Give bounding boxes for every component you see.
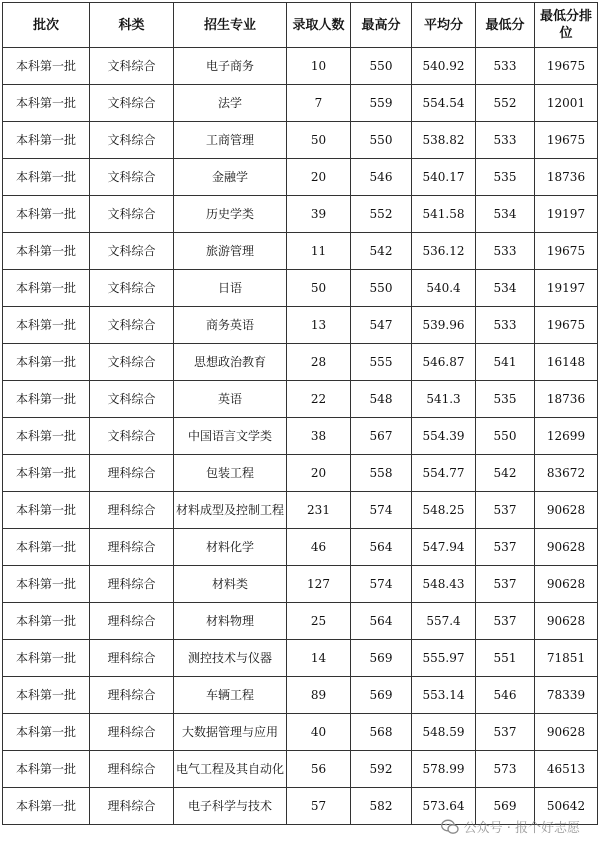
cell-batch: 本科第一批 bbox=[3, 196, 90, 233]
cell-admitted-count: 40 bbox=[287, 714, 351, 751]
cell-avg-score: 539.96 bbox=[412, 307, 476, 344]
cell-admitted-count: 57 bbox=[287, 788, 351, 825]
cell-admitted-count: 50 bbox=[287, 122, 351, 159]
cell-min-score: 533 bbox=[476, 48, 535, 85]
cell-major: 英语 bbox=[174, 381, 287, 418]
table-row bbox=[3, 529, 598, 566]
table-row bbox=[3, 714, 598, 751]
table-row bbox=[3, 85, 598, 122]
cell-category: 文科综合 bbox=[90, 344, 174, 381]
table-row bbox=[3, 381, 598, 418]
cell-major: 车辆工程 bbox=[174, 677, 287, 714]
cell-major: 电气工程及其自动化 bbox=[174, 751, 287, 788]
cell-batch: 本科第一批 bbox=[3, 566, 90, 603]
cell-min-rank: 90628 bbox=[535, 566, 598, 603]
cell-min-score: 537 bbox=[476, 603, 535, 640]
cell-major: 材料成型及控制工程 bbox=[174, 492, 287, 529]
cell-min-rank: 78339 bbox=[535, 677, 598, 714]
table-row bbox=[3, 159, 598, 196]
cell-avg-score: 554.54 bbox=[412, 85, 476, 122]
cell-min-rank: 71851 bbox=[535, 640, 598, 677]
cell-min-score: 537 bbox=[476, 529, 535, 566]
cell-category: 理科综合 bbox=[90, 603, 174, 640]
cell-major: 材料化学 bbox=[174, 529, 287, 566]
cell-admitted-count: 39 bbox=[287, 196, 351, 233]
cell-min-score: 541 bbox=[476, 344, 535, 381]
cell-major: 材料物理 bbox=[174, 603, 287, 640]
cell-batch: 本科第一批 bbox=[3, 122, 90, 159]
cell-avg-score: 548.59 bbox=[412, 714, 476, 751]
table-row bbox=[3, 492, 598, 529]
table-row bbox=[3, 455, 598, 492]
table-row bbox=[3, 307, 598, 344]
cell-batch: 本科第一批 bbox=[3, 492, 90, 529]
cell-category: 文科综合 bbox=[90, 85, 174, 122]
header-row bbox=[3, 3, 598, 48]
cell-category: 文科综合 bbox=[90, 48, 174, 85]
header-admitted-count: 录取人数 bbox=[287, 3, 351, 48]
table-row bbox=[3, 270, 598, 307]
cell-major: 电子科学与技术 bbox=[174, 788, 287, 825]
cell-min-rank: 12699 bbox=[535, 418, 598, 455]
header-category: 科类 bbox=[90, 3, 174, 48]
cell-min-rank: 18736 bbox=[535, 159, 598, 196]
table-row bbox=[3, 640, 598, 677]
cell-batch: 本科第一批 bbox=[3, 529, 90, 566]
cell-max-score: 564 bbox=[351, 603, 412, 640]
cell-min-rank: 90628 bbox=[535, 529, 598, 566]
cell-category: 文科综合 bbox=[90, 196, 174, 233]
cell-major: 思想政治教育 bbox=[174, 344, 287, 381]
cell-major: 工商管理 bbox=[174, 122, 287, 159]
cell-category: 文科综合 bbox=[90, 270, 174, 307]
cell-max-score: 550 bbox=[351, 122, 412, 159]
cell-batch: 本科第一批 bbox=[3, 233, 90, 270]
cell-admitted-count: 22 bbox=[287, 381, 351, 418]
table-body bbox=[3, 48, 598, 825]
cell-min-rank: 50642 bbox=[535, 788, 598, 825]
cell-admitted-count: 231 bbox=[287, 492, 351, 529]
cell-min-rank: 46513 bbox=[535, 751, 598, 788]
cell-category: 文科综合 bbox=[90, 381, 174, 418]
cell-min-rank: 19675 bbox=[535, 307, 598, 344]
cell-avg-score: 557.4 bbox=[412, 603, 476, 640]
cell-batch: 本科第一批 bbox=[3, 714, 90, 751]
cell-min-score: 551 bbox=[476, 640, 535, 677]
table-row bbox=[3, 344, 598, 381]
cell-max-score: 552 bbox=[351, 196, 412, 233]
cell-avg-score: 540.4 bbox=[412, 270, 476, 307]
cell-batch: 本科第一批 bbox=[3, 307, 90, 344]
cell-max-score: 592 bbox=[351, 751, 412, 788]
cell-avg-score: 540.17 bbox=[412, 159, 476, 196]
admission-score-table bbox=[2, 2, 598, 825]
cell-min-score: 535 bbox=[476, 159, 535, 196]
cell-avg-score: 547.94 bbox=[412, 529, 476, 566]
cell-major: 包装工程 bbox=[174, 455, 287, 492]
cell-admitted-count: 127 bbox=[287, 566, 351, 603]
cell-admitted-count: 11 bbox=[287, 233, 351, 270]
cell-admitted-count: 46 bbox=[287, 529, 351, 566]
cell-category: 文科综合 bbox=[90, 159, 174, 196]
cell-admitted-count: 7 bbox=[287, 85, 351, 122]
cell-batch: 本科第一批 bbox=[3, 381, 90, 418]
cell-avg-score: 538.82 bbox=[412, 122, 476, 159]
cell-min-rank: 19197 bbox=[535, 196, 598, 233]
cell-avg-score: 536.12 bbox=[412, 233, 476, 270]
cell-admitted-count: 10 bbox=[287, 48, 351, 85]
table-row bbox=[3, 603, 598, 640]
cell-min-score: 573 bbox=[476, 751, 535, 788]
cell-max-score: 555 bbox=[351, 344, 412, 381]
cell-min-score: 534 bbox=[476, 270, 535, 307]
cell-category: 理科综合 bbox=[90, 677, 174, 714]
cell-max-score: 582 bbox=[351, 788, 412, 825]
cell-batch: 本科第一批 bbox=[3, 603, 90, 640]
cell-max-score: 546 bbox=[351, 159, 412, 196]
table-row bbox=[3, 233, 598, 270]
cell-major: 金融学 bbox=[174, 159, 287, 196]
cell-batch: 本科第一批 bbox=[3, 418, 90, 455]
header-avg-score: 平均分 bbox=[412, 3, 476, 48]
cell-category: 文科综合 bbox=[90, 307, 174, 344]
cell-batch: 本科第一批 bbox=[3, 677, 90, 714]
cell-min-rank: 19675 bbox=[535, 122, 598, 159]
cell-min-rank: 19197 bbox=[535, 270, 598, 307]
cell-max-score: 569 bbox=[351, 640, 412, 677]
cell-min-score: 535 bbox=[476, 381, 535, 418]
cell-avg-score: 555.97 bbox=[412, 640, 476, 677]
cell-category: 文科综合 bbox=[90, 233, 174, 270]
cell-batch: 本科第一批 bbox=[3, 48, 90, 85]
header-major: 招生专业 bbox=[174, 3, 287, 48]
cell-major: 历史学类 bbox=[174, 196, 287, 233]
table-row bbox=[3, 418, 598, 455]
cell-avg-score: 541.58 bbox=[412, 196, 476, 233]
header-batch: 批次 bbox=[3, 3, 90, 48]
cell-batch: 本科第一批 bbox=[3, 159, 90, 196]
cell-major: 商务英语 bbox=[174, 307, 287, 344]
cell-min-score: 533 bbox=[476, 233, 535, 270]
cell-max-score: 559 bbox=[351, 85, 412, 122]
cell-batch: 本科第一批 bbox=[3, 788, 90, 825]
cell-min-score: 552 bbox=[476, 85, 535, 122]
cell-major: 旅游管理 bbox=[174, 233, 287, 270]
cell-min-rank: 16148 bbox=[535, 344, 598, 381]
cell-max-score: 569 bbox=[351, 677, 412, 714]
table-row bbox=[3, 566, 598, 603]
cell-min-score: 537 bbox=[476, 492, 535, 529]
cell-major: 大数据管理与应用 bbox=[174, 714, 287, 751]
cell-batch: 本科第一批 bbox=[3, 85, 90, 122]
cell-admitted-count: 20 bbox=[287, 455, 351, 492]
cell-admitted-count: 89 bbox=[287, 677, 351, 714]
cell-category: 理科综合 bbox=[90, 788, 174, 825]
cell-category: 理科综合 bbox=[90, 455, 174, 492]
header-min-rank: 最低分排位 bbox=[535, 3, 598, 48]
cell-avg-score: 554.39 bbox=[412, 418, 476, 455]
cell-batch: 本科第一批 bbox=[3, 344, 90, 381]
cell-max-score: 558 bbox=[351, 455, 412, 492]
cell-min-score: 537 bbox=[476, 714, 535, 751]
cell-admitted-count: 38 bbox=[287, 418, 351, 455]
cell-min-rank: 12001 bbox=[535, 85, 598, 122]
cell-max-score: 567 bbox=[351, 418, 412, 455]
cell-max-score: 550 bbox=[351, 48, 412, 85]
cell-min-rank: 90628 bbox=[535, 603, 598, 640]
table-row bbox=[3, 677, 598, 714]
cell-min-score: 550 bbox=[476, 418, 535, 455]
header-max-score: 最高分 bbox=[351, 3, 412, 48]
cell-max-score: 542 bbox=[351, 233, 412, 270]
cell-avg-score: 540.92 bbox=[412, 48, 476, 85]
cell-avg-score: 541.3 bbox=[412, 381, 476, 418]
cell-max-score: 564 bbox=[351, 529, 412, 566]
cell-max-score: 548 bbox=[351, 381, 412, 418]
cell-min-rank: 19675 bbox=[535, 233, 598, 270]
cell-max-score: 574 bbox=[351, 492, 412, 529]
cell-category: 理科综合 bbox=[90, 751, 174, 788]
cell-min-score: 537 bbox=[476, 566, 535, 603]
table-row bbox=[3, 48, 598, 85]
cell-major: 日语 bbox=[174, 270, 287, 307]
table-row bbox=[3, 751, 598, 788]
cell-major: 中国语言文学类 bbox=[174, 418, 287, 455]
cell-avg-score: 553.14 bbox=[412, 677, 476, 714]
cell-avg-score: 554.77 bbox=[412, 455, 476, 492]
table-row bbox=[3, 122, 598, 159]
cell-max-score: 574 bbox=[351, 566, 412, 603]
cell-batch: 本科第一批 bbox=[3, 751, 90, 788]
cell-category: 文科综合 bbox=[90, 122, 174, 159]
cell-min-score: 533 bbox=[476, 307, 535, 344]
cell-avg-score: 573.64 bbox=[412, 788, 476, 825]
cell-admitted-count: 13 bbox=[287, 307, 351, 344]
cell-max-score: 550 bbox=[351, 270, 412, 307]
cell-category: 理科综合 bbox=[90, 640, 174, 677]
table-row bbox=[3, 788, 598, 825]
cell-min-rank: 18736 bbox=[535, 381, 598, 418]
header-min-score: 最低分 bbox=[476, 3, 535, 48]
cell-batch: 本科第一批 bbox=[3, 270, 90, 307]
cell-min-score: 533 bbox=[476, 122, 535, 159]
cell-batch: 本科第一批 bbox=[3, 640, 90, 677]
cell-avg-score: 546.87 bbox=[412, 344, 476, 381]
cell-category: 理科综合 bbox=[90, 529, 174, 566]
cell-major: 材料类 bbox=[174, 566, 287, 603]
cell-avg-score: 548.25 bbox=[412, 492, 476, 529]
cell-min-score: 546 bbox=[476, 677, 535, 714]
cell-category: 文科综合 bbox=[90, 418, 174, 455]
cell-admitted-count: 56 bbox=[287, 751, 351, 788]
cell-min-rank: 83672 bbox=[535, 455, 598, 492]
cell-category: 理科综合 bbox=[90, 492, 174, 529]
watermark-text: 公众号 · 报个好志愿 bbox=[463, 821, 580, 836]
cell-major: 法学 bbox=[174, 85, 287, 122]
cell-min-score: 569 bbox=[476, 788, 535, 825]
cell-major: 测控技术与仪器 bbox=[174, 640, 287, 677]
cell-batch: 本科第一批 bbox=[3, 455, 90, 492]
cell-max-score: 568 bbox=[351, 714, 412, 751]
cell-min-score: 542 bbox=[476, 455, 535, 492]
cell-min-rank: 90628 bbox=[535, 714, 598, 751]
cell-category: 理科综合 bbox=[90, 714, 174, 751]
cell-category: 理科综合 bbox=[90, 566, 174, 603]
cell-admitted-count: 50 bbox=[287, 270, 351, 307]
cell-min-score: 534 bbox=[476, 196, 535, 233]
cell-max-score: 547 bbox=[351, 307, 412, 344]
cell-admitted-count: 25 bbox=[287, 603, 351, 640]
cell-major: 电子商务 bbox=[174, 48, 287, 85]
cell-min-rank: 19675 bbox=[535, 48, 598, 85]
cell-avg-score: 548.43 bbox=[412, 566, 476, 603]
cell-avg-score: 578.99 bbox=[412, 751, 476, 788]
table-row bbox=[3, 196, 598, 233]
cell-admitted-count: 20 bbox=[287, 159, 351, 196]
cell-min-rank: 90628 bbox=[535, 492, 598, 529]
cell-admitted-count: 14 bbox=[287, 640, 351, 677]
cell-admitted-count: 28 bbox=[287, 344, 351, 381]
